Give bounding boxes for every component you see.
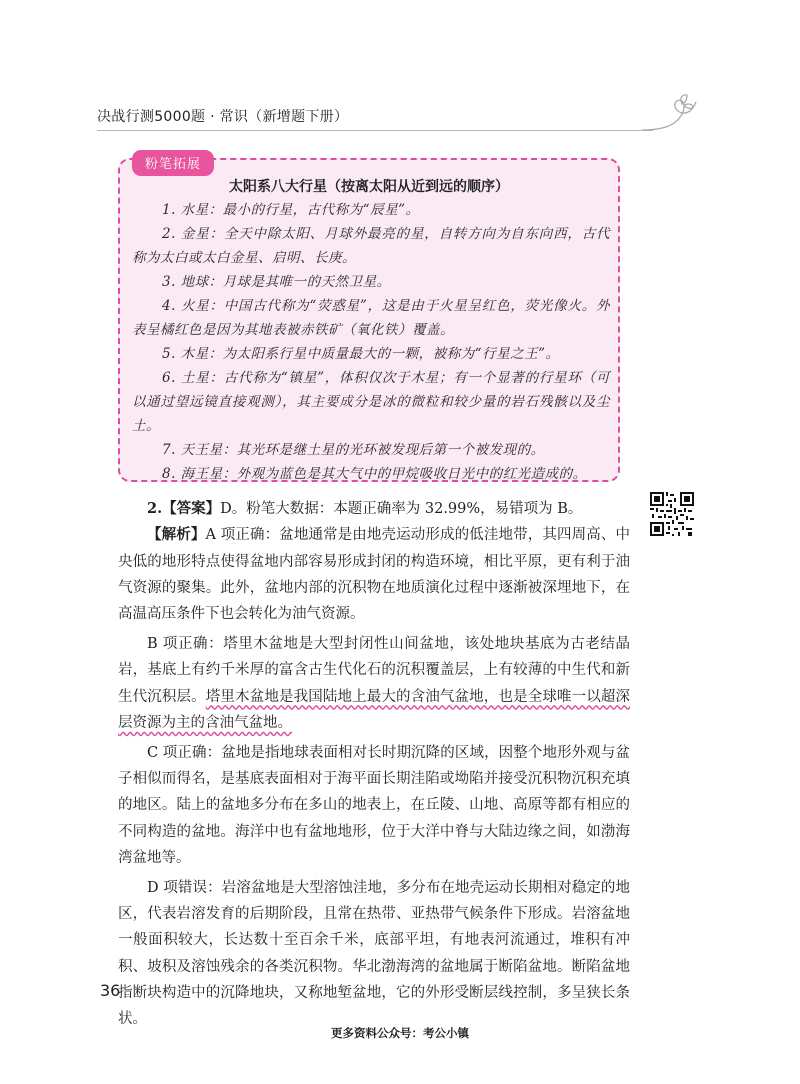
book-title: 决战行测5000题 · 常识（新增题下册）	[97, 109, 349, 125]
tip-item: 6. 土星：古代称为“镇星”，体积仅次于木星；有一个显著的行星环（可以通过望远镜直接观测），其主要成分是冰的微粒和较少量的岩石残骸以及尘土。	[132, 370, 610, 434]
tip-list	[132, 198, 610, 486]
analysis-a	[118, 522, 630, 627]
answer-label: 2.【答案】	[147, 500, 221, 517]
analysis-b-highlight: 塔里木盆地是我国陆地上最大的含油气盆地，也是全球唯一以超深层资源为主的含油气盆地。	[118, 688, 631, 731]
sprout-icon	[640, 86, 700, 136]
analysis-d	[118, 875, 630, 1033]
analysis-b	[118, 631, 630, 736]
answer-explanation	[118, 496, 630, 1032]
analysis-b-text: B 项正确：塔里木盆地是大型封闭性山间盆地，该处地块基底为古老结晶岩，基底上有约千米厚的富含古生代化石的沉积覆盖层，上有较薄的中生代和新生代沉积层。	[118, 635, 630, 705]
tip-item: 4. 火星：中国古代称为“荧惑星”，这是由于火星呈红色，荧光像火。外表呈橘红色是因为其地表被赤铁矿（氧化铁）覆盖。	[132, 298, 610, 338]
tip-item: 3. 地球：月球是其唯一的天然卫星。	[162, 274, 391, 290]
footer-note: 更多资料公众号：考公小镇	[331, 1026, 469, 1040]
tip-item: 2. 金星：全天中除太阳、月球外最亮的星，自转方向为自东向西，古代称为太白或太白金星、启明、长庚。	[132, 226, 610, 266]
analysis-label: 【解析】	[147, 526, 206, 544]
tip-item: 5. 木星：为太阳系行星中质量最大的一颗，被称为“行星之王”。	[162, 346, 560, 362]
tip-heading: 太阳系八大行星（按离太阳从近到远的顺序）	[229, 179, 509, 195]
page-number: 36	[100, 981, 121, 1000]
analysis-c	[118, 740, 630, 871]
analysis-c-text: C 项正确：盆地是指地球表面相对长时期沉降的区域，因整个地形外观与盆子相似而得名，是基底表面相对于海平面长期洼陷或坳陷并接受沉积物沉积充填的地区。陆上的盆地多分布在多山的地表上，在丘陵、山地、高原等都有相应的不同构造的盆地。海洋中也有盆地地形，位于大洋中脊与大陆边缘之间，如渤海湾盆地等。	[118, 744, 630, 866]
tip-tab-label: 粉笔拓展	[132, 150, 214, 176]
tip-item: 1. 水星：最小的行星，古代称为“辰星”。	[162, 202, 420, 218]
answer-line	[118, 496, 630, 522]
header-rule	[97, 130, 653, 131]
analysis-a-text: A 项正确：盆地通常是由地壳运动形成的低洼地带，其四周高、中央低的地形特点使得盆地内部容易形成封闭的构造环境，相比平原，更有利于油气资源的聚集。此外，盆地内部的沉积物在地质演化过程中逐渐被深埋地下，在高温高压条件下也会转化为油气资源。	[118, 527, 631, 623]
qr-code-icon[interactable]	[650, 492, 694, 536]
answer-text: D。粉笔大数据：本题正确率为 32.99%，易错项为 B。	[220, 501, 583, 517]
tip-item: 8. 海王星：外观为蓝色是其大气中的甲烷吸收日光中的红光造成的。	[162, 466, 587, 482]
tip-item: 7. 天王星：其光环是继土星的光环被发现后第一个被发现的。	[162, 442, 545, 458]
analysis-d-text: D 项错误：岩溶盆地是大型溶蚀洼地，多分布在地壳运动长期相对稳定的地区，代表岩溶发育的后期阶段，且常在热带、亚热带气候条件下形成。岩溶盆地一般面积较大，长达数十至百余千米，底部平坦，有地表河流通过，堆积有冲积、坡积及溶蚀残余的各类沉积物。华北渤海湾的盆地属于断陷盆地。断陷盆地指断块构造中的沉降地块，又称地堑盆地，它的外形受断层线控制，多呈狭长条状。	[118, 879, 630, 1028]
